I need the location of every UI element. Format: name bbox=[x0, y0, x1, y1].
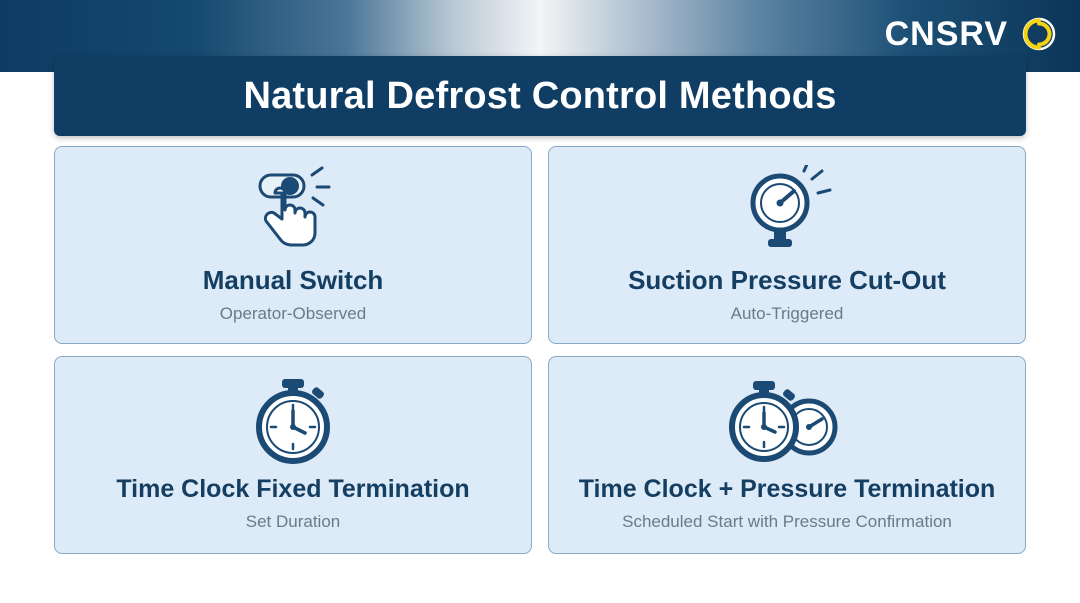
hand-pressing-switch-icon bbox=[238, 163, 348, 259]
card-subtitle: Operator-Observed bbox=[219, 304, 367, 323]
pressure-gauge-icon bbox=[732, 163, 842, 259]
card-title: Time Clock + Pressure Termination bbox=[578, 475, 996, 503]
card-subtitle: Scheduled Start with Pressure Confirmation bbox=[622, 512, 952, 531]
method-card-suction-pressure-cut-out[interactable] bbox=[548, 146, 1026, 344]
stopwatch-icon bbox=[238, 373, 348, 469]
c-ring-icon bbox=[1020, 15, 1058, 53]
method-card-manual-switch[interactable] bbox=[54, 146, 532, 344]
brand-logo bbox=[885, 10, 1058, 58]
brand-name: CNSRV bbox=[884, 15, 1008, 53]
method-card-time-clock-fixed-termination[interactable] bbox=[54, 356, 532, 554]
card-title: Suction Pressure Cut-Out bbox=[628, 265, 946, 295]
stopwatch-plus-gauge-icon bbox=[717, 373, 857, 469]
card-subtitle: Set Duration bbox=[245, 512, 341, 531]
page-title: Natural Defrost Control Methods bbox=[243, 74, 837, 117]
card-title: Time Clock Fixed Termination bbox=[116, 475, 470, 503]
methods-grid bbox=[54, 146, 1026, 556]
page-title-bar bbox=[54, 56, 1026, 136]
card-title: Manual Switch bbox=[202, 265, 384, 295]
card-subtitle: Auto-Triggered bbox=[730, 304, 844, 323]
bottom-strip bbox=[0, 557, 1080, 603]
method-card-time-clock-plus-pressure-termination[interactable] bbox=[548, 356, 1026, 554]
